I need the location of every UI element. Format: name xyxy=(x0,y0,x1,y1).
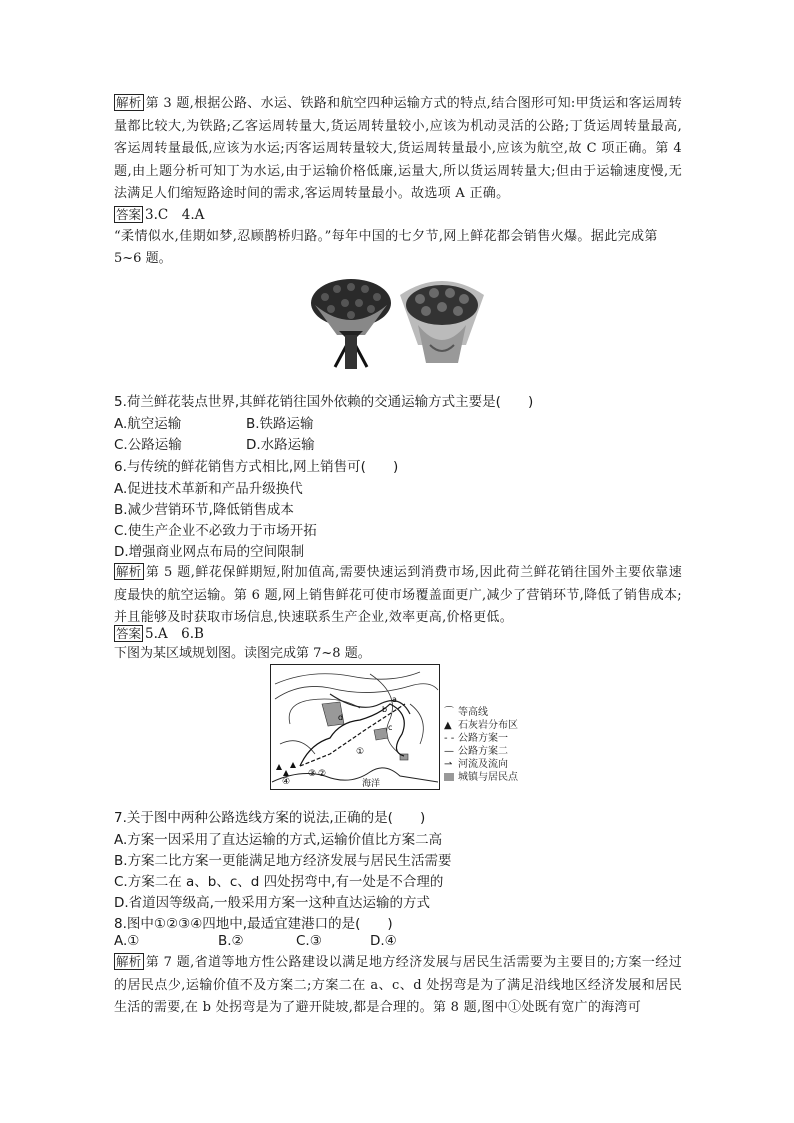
analysis-text: 第 3 题,根据公路、水运、铁路和航空四种运输方式的特点,结合图形可知:甲货运和客运周转量都比较大,为铁路;乙客运周转量大,货运周转量较小,应该为机动灵活的公路;丁货运周转量最高,客运周转量最低,应该为水运;丙客运周转量较大,货运周转量最小,应该为航空,故 C 项正确。第 4 题,由上题分析可知丁为水运,由于运输价格低廉,运量大,所以货运周转量大;但由于运输速度慢,无法满足人们缩短路途时间的需求,客运周转量最小。故选项 A 正确。 xyxy=(114,96,682,201)
intro-5-6-line1: “柔情似水,佳期如梦,忍顾鹊桥归路。”每年中国的七夕节,网上鲜花都会销售火爆。据此完成第 xyxy=(114,229,658,244)
map-label-d: d xyxy=(338,713,344,722)
q6-option-b: B.减少营销环节,降低销售成本 xyxy=(114,502,294,518)
map-label-4: ④ xyxy=(282,777,291,787)
answer-line-3-4 xyxy=(114,203,204,223)
legend-item-road-two: — 公路方案二 xyxy=(444,746,508,757)
sea-label: 海洋 xyxy=(362,779,381,789)
q8-option-a: A.① xyxy=(114,933,140,949)
intro-7-8: 下图为某区域规划图。读图完成第 7~8 题。 xyxy=(114,646,371,661)
q5-option-b: B.铁路运输 xyxy=(246,416,314,432)
rose-bouquet-image-1 xyxy=(305,275,397,375)
q6-option-a: A.促进技术革新和产品升级换代 xyxy=(114,481,303,497)
q8-option-c: C.③ xyxy=(296,933,322,949)
map-label-2: ② xyxy=(318,769,327,779)
answer-text: 3.C 4.A xyxy=(145,207,205,223)
question-5-stem: 5.荷兰鲜花装点世界,其鲜花销往国外依赖的交通运输方式主要是( ) xyxy=(114,394,534,410)
q7-option-b: B.方案二比方案一更能满足地方经济发展与居民生活需要 xyxy=(114,853,452,869)
analysis-text: 第 5 题,鲜花保鲜期短,附加值高,需要快速运到消费市场,因此荷兰鲜花销往国外主要依靠速度最快的航空运输。第 6 题,网上销售鲜花可使市场覆盖面更广,减少了营销环节,降低了销售成本;并且能够及时获取市场信息,快速联系生产企业,效率更高,价格更低。 xyxy=(114,565,682,625)
map-legend xyxy=(444,706,518,784)
map-label-c: c xyxy=(388,723,393,732)
map-label-3: ③ xyxy=(308,769,317,779)
analysis-text: 第 7 题,省道等地方性公路建设以满足地方经济发展与居民生活需要为主要目的;方案一经过的居民点少,运输价值不及方案二;方案二在 a、c、d 处拐弯是为了满足沿线地区经济发展和居民生活的需要,在 b 处拐弯是为了避开陡坡,都是合理的。第 8 题,图中①处既有宽广的海湾可 xyxy=(114,955,682,1015)
question-6-stem: 6.与传统的鲜花销售方式相比,网上销售可( ) xyxy=(114,459,399,475)
question-5-options-row2 xyxy=(114,433,315,453)
analysis-tag: 解析 xyxy=(116,564,142,579)
q7-option-a: A.方案一因采用了直达运输的方式,运输价值比方案二高 xyxy=(114,832,443,848)
town-area xyxy=(374,728,388,740)
q7-option-d: D.省道因等级高,一般采用方案一这种直达运输的方式 xyxy=(114,895,430,911)
q8-option-b: B.② xyxy=(218,933,244,949)
legend-item-limestone: ▲ 石灰岩分布区 xyxy=(444,720,518,731)
answer-text: 5.A 6.B xyxy=(145,626,204,642)
question-7-stem: 7.关于图中两种公路选线方案的说法,正确的是( ) xyxy=(114,810,426,826)
map-label-1: ① xyxy=(356,747,365,757)
analysis-block-5-6 xyxy=(114,562,682,630)
answer-tag: 答案 xyxy=(116,626,142,641)
legend-item-contour: ⌒ 等高线 xyxy=(444,707,488,718)
map-label-a: a xyxy=(392,695,397,704)
q7-option-c: C.方案二在 a、b、c、d 四处拐弯中,有一处是不合理的 xyxy=(114,874,444,890)
legend-item-road-one: - - 公路方案一 xyxy=(444,733,508,744)
q5-option-c: C.公路运输 xyxy=(114,437,182,453)
question-8-stem: 8.图中①②③④四地中,最适宜建港口的是( ) xyxy=(114,916,393,932)
q6-option-c: C.使生产企业不必致力于市场开拓 xyxy=(114,523,317,539)
q6-option-d: D.增强商业网点布局的空间限制 xyxy=(114,544,305,560)
q5-option-a: A.航空运输 xyxy=(114,416,182,432)
regional-planning-map xyxy=(270,664,440,790)
legend-item-river: ⇀ 河流及流向 xyxy=(444,759,508,770)
analysis-block-3-4 xyxy=(114,93,682,206)
analysis-tag: 解析 xyxy=(116,95,142,110)
question-5-options-row1 xyxy=(114,412,314,432)
q8-option-d: D.④ xyxy=(370,933,397,949)
rose-bouquet-image-2 xyxy=(392,275,492,370)
analysis-block-7-8 xyxy=(114,952,682,1020)
question-8-options xyxy=(114,933,397,949)
answer-line-5-6 xyxy=(114,622,204,642)
q5-option-d: D.水路运输 xyxy=(246,437,315,453)
map-label-b: b xyxy=(382,705,388,714)
analysis-tag: 解析 xyxy=(116,954,142,969)
legend-item-town: 城镇与居民点 xyxy=(444,771,518,784)
answer-tag: 答案 xyxy=(116,207,142,222)
intro-5-6-line2: 5~6 题。 xyxy=(114,251,172,266)
